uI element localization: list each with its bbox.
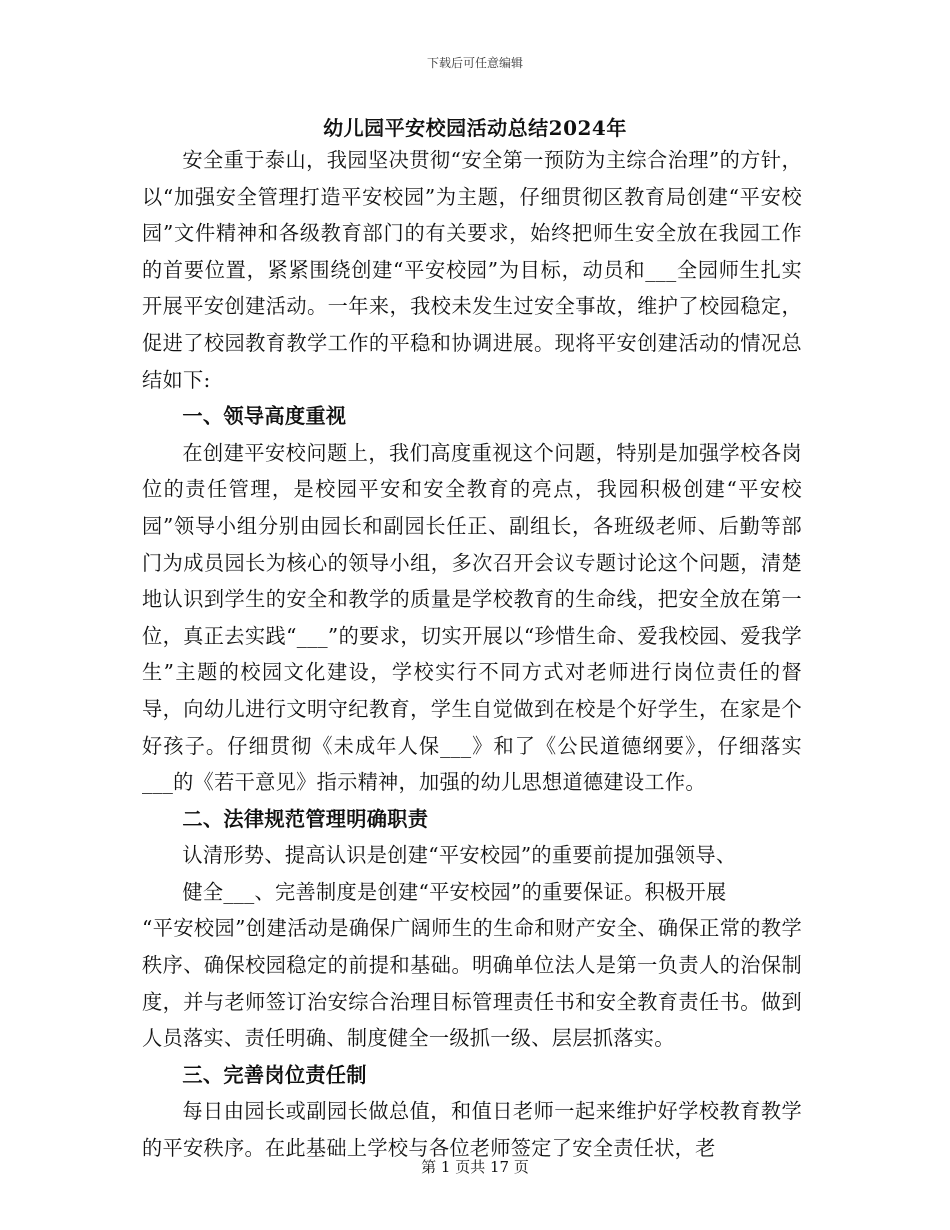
section-2-line-2: 健全___、完善制度是创建“平安校园”的重要保证。积极开展 bbox=[182, 879, 727, 904]
section-heading-1: 一、领导高度重视 bbox=[182, 404, 347, 429]
document-body bbox=[142, 142, 802, 1167]
page-header-note: 下载后可任意编辑 bbox=[426, 56, 523, 70]
section-2-paragraph: “平安校园”创建活动是确保广阔师生的生命和财产安全、确保正常的教学秩序、确保校园稳定的前提和基础。明确单位法人是第一负责人的治保制度，并与老师签订治安综合治理目标管理责任书和安全教育责任书。做到人员落实、责任明确、制度健全一级抓一级、层层抓落实。 bbox=[142, 916, 802, 1051]
section-2-line-1: 认清形势、提高认识是创建“平安校园”的重要前提加强领导、 bbox=[182, 843, 737, 868]
page-number-footer: 第 1 页共 17 页 bbox=[421, 1158, 529, 1176]
section-1-paragraph: 在创建平安校问题上，我们高度重视这个问题，特别是加强学校各岗位的责任管理，是校园平安和安全教育的亮点，我园积极创建“平安校园”领导小组分别由园长和副园长任正、副组长，各班级老师、后勤等部门为成员园长为核心的领导小组，多次召开会议专题讨论这个问题，清楚地认识到学生的安全和教学的质量是学校教育的生命线，把安全放在第一位，真正去实践“___”的要求，切实开展以“珍惜生命、爱我校园、爱我学生”主题的校园文化建设，学校实行不同方式对老师进行岗位责任的督导，向幼儿进行文明守纪教育，学生自觉做到在校是个好学生，在家是个好孩子。仔细贯彻《未成年人保___》和了《公民道德纲要》，仔细落实___的《若干意见》指示精神，加强的幼儿思想道德建设工作。 bbox=[142, 440, 802, 795]
document-title: 幼儿园平安校园活动总结2024年 bbox=[323, 116, 627, 140]
section-3-paragraph: 每日由园长或副园长做总值，和值日老师一起来维护好学校教育教学的平安秩序。在此基础上学校与各位老师签定了安全责任状，老 bbox=[142, 1099, 802, 1161]
section-heading-3: 三、完善岗位责任制 bbox=[182, 1062, 367, 1087]
section-heading-2: 二、法律规范管理明确职责 bbox=[182, 806, 429, 831]
intro-paragraph: 安全重于泰山，我园坚决贯彻“安全第一预防为主综合治理”的方针，以“加强安全管理打造平安校园”为主题，仔细贯彻区教育局创建“平安校园”文件精神和各级教育部门的有关要求，始终把师生安全放在我园工作的首要位置，紧紧围绕创建“平安校园”为目标，动员和___全园师生扎实开展平安创建活动。一年来，我校未发生过安全事故，维护了校园稳定，促进了校园教育教学工作的平稳和协调进展。现将平安创建活动的情况总结如下: bbox=[142, 148, 802, 392]
